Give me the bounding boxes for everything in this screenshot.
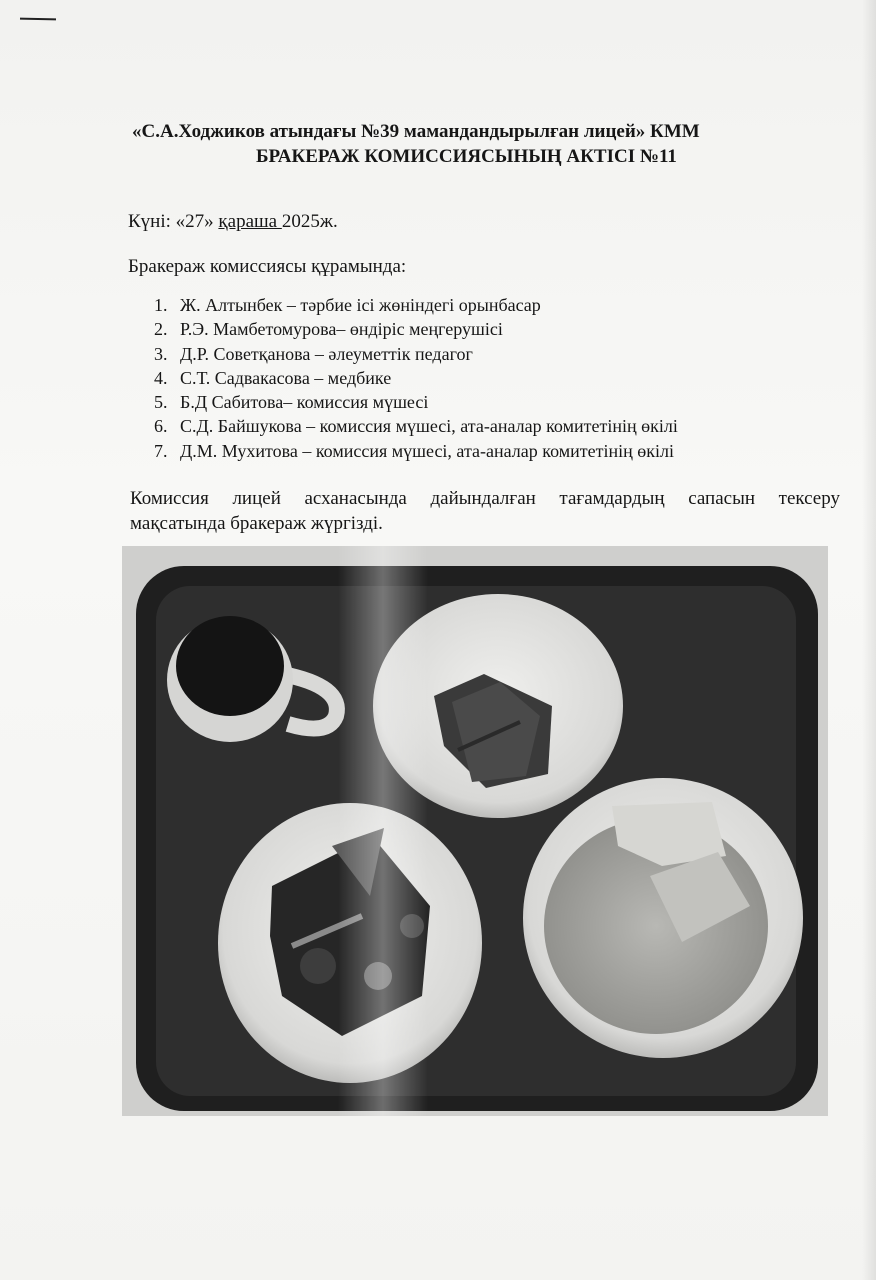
date-prefix: Күні: «27» <box>128 211 219 232</box>
flash-glare <box>338 546 428 1116</box>
list-item: 6. С.Д. Байшукова – комиссия мүшесі, ата-аналар комитетінің өкілі <box>154 416 678 437</box>
paragraph-line-2: мақсатында бракераж жүргізді. <box>130 513 383 534</box>
list-item: 4. С.Т. Садвакасова – медбике <box>154 367 392 388</box>
paragraph-line-1: Комиссия лицей асханасында дайындалған тағамдардың сапасын тексеру <box>130 488 840 509</box>
act-title: БРАКЕРАЖ КОМИССИЯСЫНЫҢ АКТІСІ №11 <box>256 146 677 167</box>
date-year: 2025ж. <box>281 211 338 232</box>
page-edge-shadow <box>862 0 876 1280</box>
rice-plate-icon <box>523 778 803 1058</box>
list-item: 7. Д.М. Мухитова – комиссия мүшесі, ата-аналар комитетінің өкілі <box>154 440 674 461</box>
inspection-paragraph <box>130 486 840 536</box>
list-item: 3. Д.Р. Советқанова – әлеуметтік педагог <box>154 343 473 364</box>
meal-tray-photo <box>122 546 828 1116</box>
list-item: 5. Б.Д Сабитова– комиссия мүшесі <box>154 392 429 413</box>
meal-tray-image <box>122 546 828 1116</box>
commission-members-list <box>154 293 678 463</box>
pen-mark <box>20 18 56 21</box>
commission-intro: Бракераж комиссиясы құрамында: <box>128 256 407 277</box>
date-month: қараша <box>218 211 282 232</box>
act-date <box>128 211 338 233</box>
document-title: «С.А.Ходжиков атындағы №39 мамандандырылған лицей» КММ <box>132 121 700 142</box>
list-item: 2. Р.Э. Мамбетомурова– өндіріс меңгерушісі <box>154 319 503 340</box>
list-item: 1. Ж. Алтынбек – тәрбие ісі жөніндегі орынбасар <box>154 295 541 315</box>
